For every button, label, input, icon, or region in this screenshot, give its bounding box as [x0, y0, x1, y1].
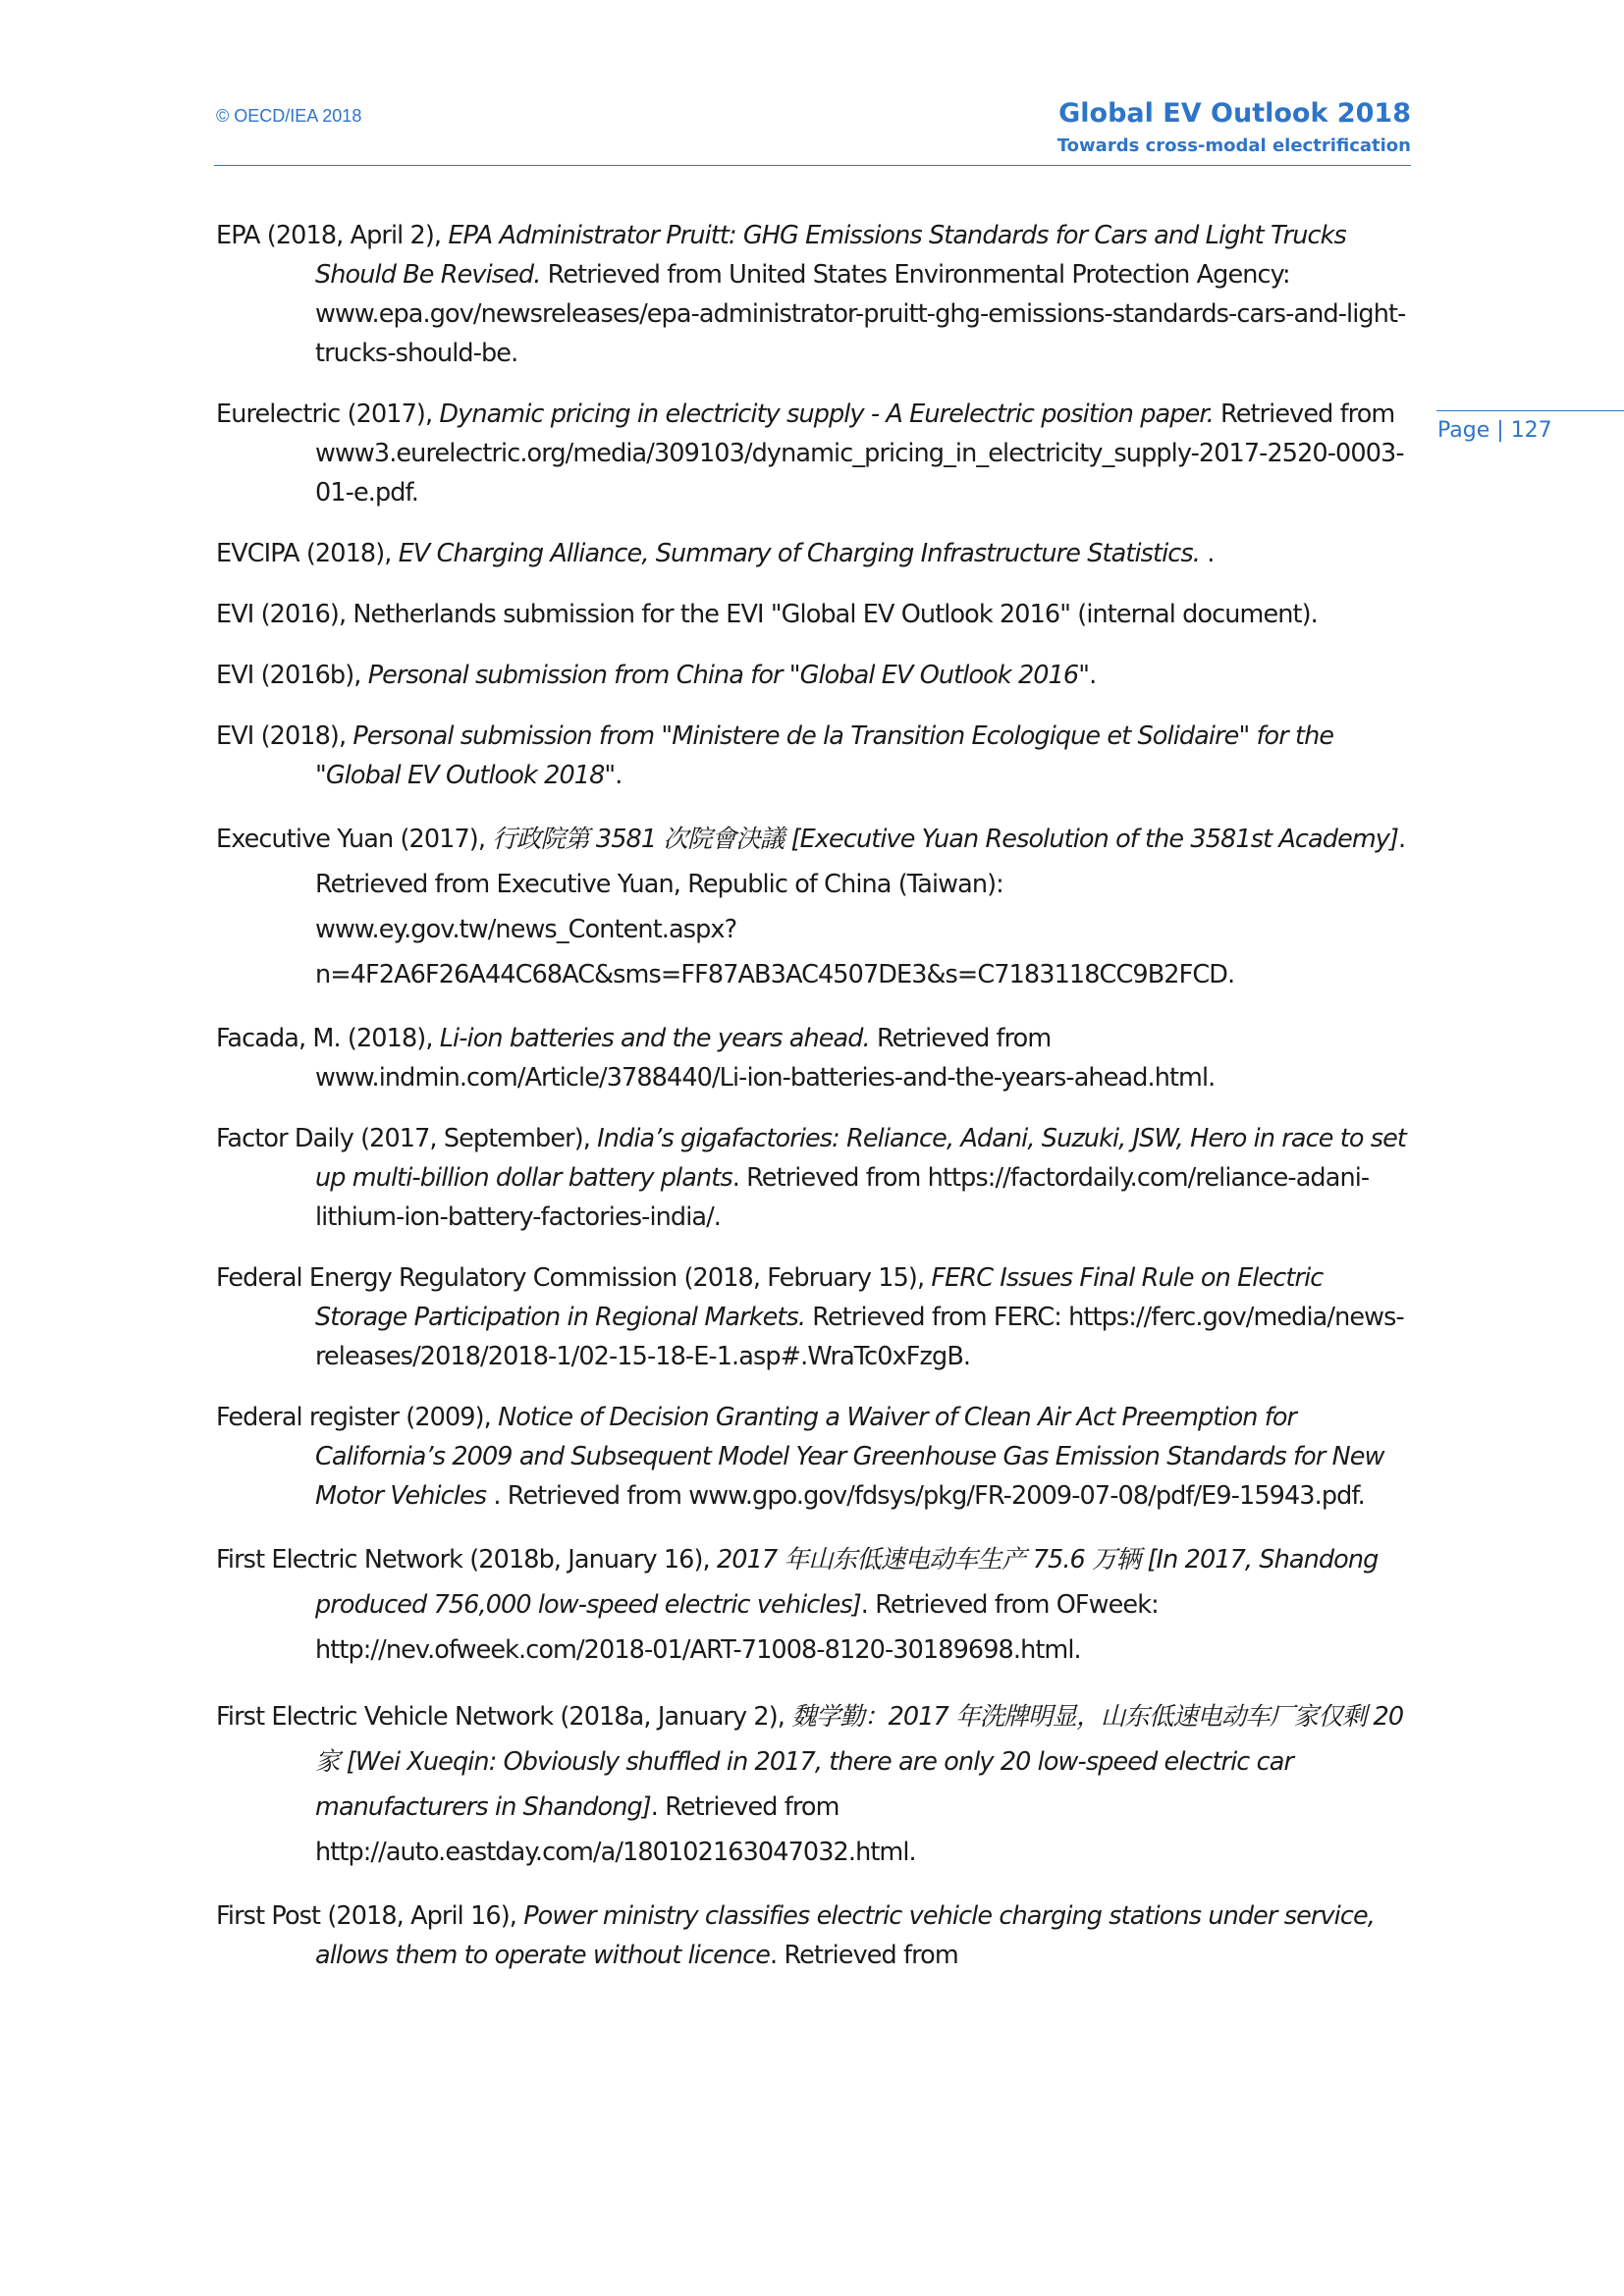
reference-details: . Retrieved from OFweek: http://nev.ofweek.com/2018-01/ART-71008-8120-30189698.html. — [315, 1590, 1159, 1665]
page-number-divider — [1436, 410, 1624, 411]
reference-source: Federal Energy Regulatory Commission (2018, February 15), — [216, 1263, 932, 1293]
reference-source: Eurelectric (2017), — [216, 400, 440, 429]
reference-details: . — [615, 761, 623, 790]
reference-details: Retrieved from www.indmin.com/Article/3788440/Li-ion-batteries-and-the-years-ahead.html. — [315, 1024, 1216, 1093]
copyright-notice: © OECD/IEA 2018 — [216, 106, 362, 126]
reference-entry — [216, 1119, 1414, 1237]
reference-entry — [216, 595, 1414, 634]
reference-list — [216, 216, 1414, 1997]
reference-entry — [216, 656, 1414, 695]
reference-title: India’s gigafactories: Reliance, Adani, Suzuki, JSW, Hero in race to set up multi-billion dollar battery plants — [315, 1124, 1406, 1193]
reference-source: Facada, M. (2018), — [216, 1024, 440, 1053]
reference-entry — [216, 1258, 1414, 1376]
reference-source: Federal register (2009), — [216, 1403, 499, 1432]
reference-source: EVI (2016b), — [216, 661, 368, 690]
reference-details: Retrieved from United States Environmental Protection Agency: www.epa.gov/newsreleases/epa-administrator-pruitt-ghg-emissions-standards-cars-and-light-trucks-should-be. — [315, 260, 1406, 368]
reference-source: EVI (2016), Netherlands submission for the EVI "Global EV Outlook 2016" (internal document). — [216, 600, 1318, 629]
reference-title: Li-ion batteries and the years ahead. — [439, 1024, 870, 1053]
reference-entry — [216, 216, 1414, 373]
reference-details: Retrieved from www3.eurelectric.org/media/309103/dynamic_pricing_in_electricity_supply-2017-2520-0003-01-e.pdf. — [315, 400, 1404, 507]
reference-details: . — [1089, 661, 1097, 690]
reference-title: Dynamic pricing in electricity supply - A Eurelectric position paper. — [439, 400, 1214, 429]
page-separator: | — [1496, 418, 1504, 443]
reference-title: EV Charging Alliance, Summary of Charging Infrastructure Statistics. — [398, 539, 1201, 568]
reference-title: 行政院第 3581 次院會決議 [Executive Yuan Resolution of the 3581st Academy] — [492, 825, 1399, 854]
reference-details: . Retrieved from Executive Yuan, Republic of China (Taiwan): www.ey.gov.tw/news_Content.aspx?n=4F2A6F26A44C68AC&sms=FF87AB3AC4507DE3&s=C7183118CC9B2FCD. — [315, 825, 1406, 989]
reference-title: EPA Administrator Pruitt: GHG Emissions Standards for Cars and Light Trucks Should Be Revised. — [315, 221, 1346, 290]
reference-title: Personal submission from "Ministere de la Transition Ecologique et Solidaire" for the "Global EV Outlook 2018" — [315, 721, 1334, 790]
reference-entry — [216, 1537, 1414, 1673]
reference-details: . Retrieved from — [770, 1941, 958, 1970]
reference-details: . Retrieved from www.gpo.gov/fdsys/pkg/FR-2009-07-08/pdf/E9-15943.pdf. — [486, 1481, 1365, 1511]
report-subtitle: Towards cross-modal electrification — [1056, 135, 1411, 156]
reference-entry — [216, 534, 1414, 573]
reference-source: EPA (2018, April 2), — [216, 221, 449, 250]
reference-details: Retrieved from FERC: https://ferc.gov/media/news-releases/2018/2018-1/02-15-18-E-1.asp#.WraTc0xFzgB. — [315, 1303, 1404, 1371]
reference-source: Executive Yuan (2017), — [216, 825, 493, 854]
reference-entry — [216, 1896, 1414, 1975]
reference-title: 魏学勤：2017 年洗牌明显，山东低速电动车厂家仅剩 20 家 [Wei Xueqin: Obviously shuffled in 2017, there are only 20 low-speed electric car manufacturers in Shandong] — [315, 1702, 1404, 1822]
reference-source: EVI (2018), — [216, 721, 353, 751]
reference-title: 2017 年山东低速电动车生产 75.6 万辆 [In 2017, Shandong produced 756,000 low-speed electric vehicles] — [315, 1545, 1379, 1620]
reference-source: First Electric Network (2018b, January 16), — [216, 1545, 717, 1575]
reference-source: EVCIPA (2018), — [216, 539, 399, 568]
reference-entry — [216, 1019, 1414, 1097]
reference-title: Personal submission from China for "Global EV Outlook 2016" — [367, 661, 1090, 690]
reference-entry — [216, 395, 1414, 512]
reference-entry — [216, 1398, 1414, 1516]
reference-source: Factor Daily (2017, September), — [216, 1124, 598, 1153]
reference-details: . Retrieved from https://factordaily.com/reliance-adani-lithium-ion-battery-factories-india/. — [315, 1163, 1370, 1232]
reference-entry — [216, 717, 1414, 795]
report-title: Global EV Outlook 2018 — [1058, 98, 1411, 129]
reference-title: Power ministry classifies electric vehicle charging stations under service, allows them to operate without licence — [315, 1901, 1375, 1970]
reference-source: First Post (2018, April 16), — [216, 1901, 524, 1931]
reference-details: . Retrieved from http://auto.eastday.com/a/180102163047032.html. — [315, 1792, 916, 1867]
page-number-value: 127 — [1510, 418, 1552, 443]
reference-details: . — [1200, 539, 1215, 568]
reference-title: Notice of Decision Granting a Waiver of Clean Air Act Preemption for California’s 2009 and Subsequent Model Year Greenhouse Gas Emission Standards for New Motor Vehicles — [315, 1403, 1384, 1511]
page-label: Page — [1437, 418, 1490, 443]
page-number — [1437, 418, 1552, 443]
reference-title: FERC Issues Final Rule on Electric Storage Participation in Regional Markets. — [315, 1263, 1324, 1332]
header-divider — [214, 165, 1411, 166]
reference-entry — [216, 817, 1414, 997]
reference-entry — [216, 1694, 1414, 1875]
reference-source: First Electric Vehicle Network (2018a, January 2), — [216, 1702, 792, 1732]
